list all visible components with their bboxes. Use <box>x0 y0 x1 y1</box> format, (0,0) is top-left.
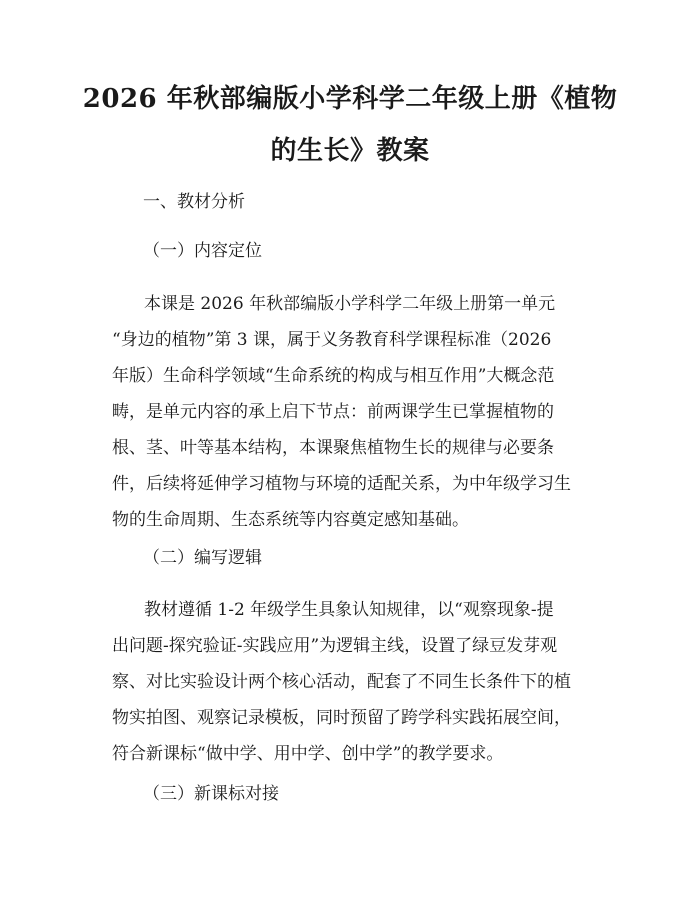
section-heading-textbook-analysis: 一、教材分析 <box>143 192 245 212</box>
paragraph-line: 教材遵循 1-2 年级学生具象认知规律，以“观察现象-提 <box>144 600 554 620</box>
title-line-1: 2026 年秋部编版小学科学二年级上册《植物 <box>82 84 618 114</box>
paragraph-line: 物的生命周期、生态系统等内容奠定感知基础。 <box>112 510 469 530</box>
paragraph-line: 物实拍图、观察记录模板，同时预留了跨学科实践拓展空间， <box>112 708 571 728</box>
paragraph-line: 畴，是单元内容的承上启下节点：前两课学生已掌握植物的 <box>112 402 554 422</box>
subsection-heading-content-positioning: （一）内容定位 <box>143 241 262 261</box>
paragraph-line: 符合新课标“做中学、用中学、创中学”的教学要求。 <box>112 744 504 764</box>
subsection-heading-new-curriculum-alignment: （三）新课标对接 <box>143 784 279 804</box>
paragraph-line: 本课是 2026 年秋部编版小学科学二年级上册第一单元 <box>144 294 556 314</box>
paragraph-writing-logic <box>112 592 604 772</box>
document-title <box>80 74 620 176</box>
subsection-heading-writing-logic: （二）编写逻辑 <box>143 548 262 568</box>
paragraph-line: “身边的植物”第 3 课，属于义务教育科学课程标准（2026 <box>112 330 552 350</box>
paragraph-line: 根、茎、叶等基本结构，本课聚焦植物生长的规律与必要条 <box>112 438 554 458</box>
title-line-2: 的生长》教案 <box>270 136 430 166</box>
paragraph-line: 件，后续将延伸学习植物与环境的适配关系，为中年级学习生 <box>112 474 571 494</box>
paragraph-line: 出问题-探究验证-实践应用”为逻辑主线，设置了绿豆发芽观 <box>112 636 558 656</box>
paragraph-line: 察、对比实验设计两个核心活动，配套了不同生长条件下的植 <box>112 672 571 692</box>
paragraph-line: 年版）生命科学领域“生命系统的构成与相互作用”大概念范 <box>112 366 555 386</box>
paragraph-content-positioning <box>112 286 604 538</box>
